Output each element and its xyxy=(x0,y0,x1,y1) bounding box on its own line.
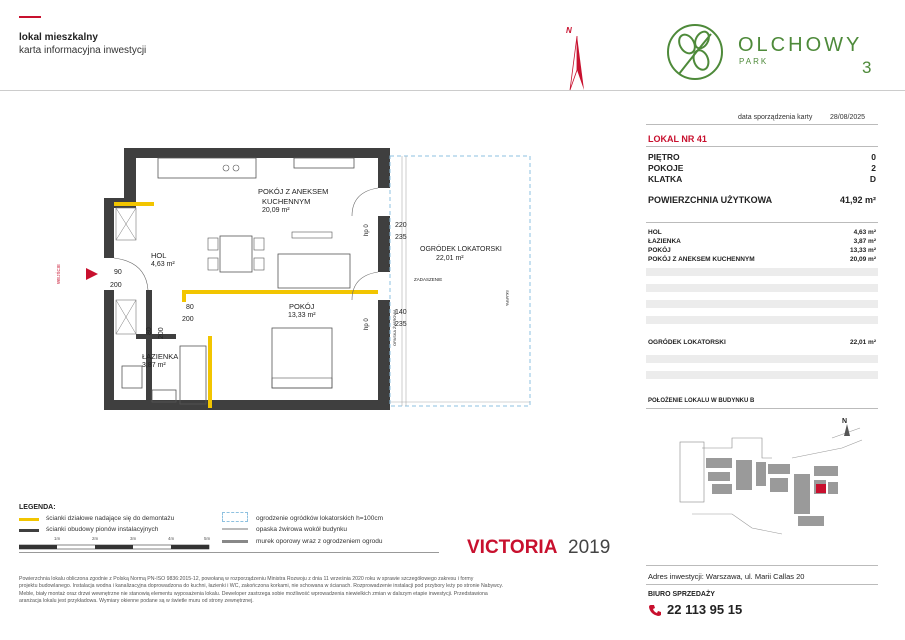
north-arrow-icon xyxy=(564,30,590,94)
legend-swatch-gravel xyxy=(222,528,248,530)
room-pokoj-area: 13,33 m² xyxy=(288,312,316,319)
dim-label: 220 xyxy=(395,222,407,229)
legend-swatch-fence xyxy=(222,512,248,522)
date-rule xyxy=(646,124,878,125)
dim-label: 200 xyxy=(158,327,165,339)
scale-label: 1m xyxy=(54,536,61,541)
legend-swatch-dark xyxy=(19,529,39,532)
room-kitchen-area: 20,09 m² xyxy=(262,207,290,214)
footer-line: Powierzchnia lokalu obliczona zgodnie z Polską Normą PN-ISO 9836:2015-12, powołaną w rozporządzeniu Ministra Rozwoju z dnia 11 września 2020 roku w sprawie szczegółowego zakresu i formy xyxy=(19,576,474,582)
gravel-label: OPASKA ŻWIROWA xyxy=(392,309,397,346)
room-lazienka-area: 3,87 m² xyxy=(142,362,166,369)
floor-label: PIĘTRO xyxy=(648,152,680,162)
empty-row xyxy=(646,268,878,276)
page-subtitle: karta informacyjna inwestycji xyxy=(19,45,147,56)
dim-label: 235 xyxy=(395,234,407,241)
footer-line: aranżacja lokalu jest przykładowa. Wymiary okienne podane są w świetle muru od strony zewnętrznej. xyxy=(19,597,254,604)
area-label: POWIERZCHNIA UŻYTKOWA xyxy=(648,195,773,205)
phone-icon xyxy=(648,603,662,617)
dim-label: 80 xyxy=(186,304,194,311)
room-row-value: 13,33 m² xyxy=(849,247,876,254)
empty-row xyxy=(646,371,878,379)
address-rule xyxy=(646,565,878,566)
dim-label: 90 xyxy=(114,269,122,276)
hp-label: hp 0 xyxy=(364,224,370,236)
room-row-value: 4,63 m² xyxy=(853,229,876,236)
legend-item: ogrodzenie ogródków lokatorskich h=100cm xyxy=(256,515,384,522)
map-north-letter: N xyxy=(842,418,848,425)
legend-item: opaska żwirowa wokół budynku xyxy=(256,526,348,533)
phone-number[interactable]: 22 113 95 15 xyxy=(667,602,743,617)
legend-title: LEGENDA: xyxy=(19,504,56,511)
room-row-value: 20,09 m² xyxy=(849,256,876,263)
room-row-label: ŁAZIENKA xyxy=(648,238,681,245)
roof-label: ZADASZENIE xyxy=(414,277,443,282)
office-rule xyxy=(646,584,878,585)
footer-line: Meble, biały montaż oraz drzwi wewnętrzne nie stanowią elementu wyposażenia lokalu. Deweloper zastrzega sobie możliwość wprowadzenia niewielkich zmian w dalszym etapie inwestycji. Przedstawiona xyxy=(19,590,488,597)
legend-swatch-yellow xyxy=(19,518,39,521)
footer-line: projektu budowlanego. Instalacja wodna i kanalizacyjna doprowadzona do kuchni, łazienki i WC, zakończona korkami, nie schowana w ścianach. Rozprowadzenie instalacji pod przybory leży po stronie Nabywcy. xyxy=(19,583,504,590)
logo-leaves-icon xyxy=(665,22,727,82)
slope-label: SKARPA xyxy=(505,290,510,306)
scale-label: 2m xyxy=(92,536,99,541)
hp-label: hp 0 xyxy=(364,318,370,330)
room-row-value: 3,87 m² xyxy=(853,238,876,245)
staircase-label: KLATKA xyxy=(648,174,683,184)
scale-label: 3m xyxy=(130,536,137,541)
garden-plan-label: OGRÓDEK LOKATORSKI xyxy=(420,246,502,253)
location-label: POŁOŻENIE LOKALU W BUDYNKU B xyxy=(648,398,755,404)
building-location-map xyxy=(672,418,878,558)
room-lazienka-label: ŁAZIENKA xyxy=(142,352,179,361)
page-title: lokal mieszkalny xyxy=(19,32,98,43)
logo-sub: PARK xyxy=(739,57,769,66)
header-divider xyxy=(0,90,905,91)
scale-label: 5m xyxy=(204,536,211,541)
room-row-label: HOL xyxy=(648,229,662,236)
legend-item: murek oporowy wraz z ogrodzeniem ogrodu xyxy=(256,538,383,545)
north-letter: N xyxy=(566,26,572,35)
staircase-value: D xyxy=(869,174,876,184)
rooms-top-rule xyxy=(646,222,878,223)
room-hol-label: HOL xyxy=(151,251,167,260)
footer-note xyxy=(19,576,624,605)
address: Adres inwestycji: Warszawa, ul. Marii Callas 20 xyxy=(648,572,805,581)
victoria-name: VICTORIA xyxy=(467,537,558,558)
office-label: BIURO SPRZEDAŻY xyxy=(648,591,715,598)
dim-label: 140 xyxy=(395,309,407,316)
legend-item: ścianki działowe nadające się do demontażu xyxy=(46,515,175,522)
room-row-label: POKÓJ xyxy=(648,247,671,254)
garden-label: OGRÓDEK LOKATORSKI xyxy=(648,339,726,346)
rooms-value: 2 xyxy=(871,163,876,173)
dim-label: 200 xyxy=(182,316,194,323)
room-pokoj-label: POKÓJ xyxy=(289,302,315,311)
rooms-label: POKOJE xyxy=(648,163,684,173)
legend-rule xyxy=(19,552,439,553)
location-rule xyxy=(646,408,878,409)
room-row-label: POKÓJ Z ANEKSEM KUCHENNYM xyxy=(648,256,755,263)
entrance-label: WEJŚCIE xyxy=(56,263,61,284)
empty-row xyxy=(646,284,878,292)
date-label: data sporządzenia karty xyxy=(738,114,813,121)
logo-name: OLCHOWY xyxy=(738,34,863,56)
victoria-year: 2019 xyxy=(568,537,611,558)
dim-label: 200 xyxy=(110,282,122,289)
dim-label: 235 xyxy=(395,321,407,328)
legend-swatch-wall xyxy=(222,540,248,543)
garden-plan-area: 22,01 m² xyxy=(436,255,464,262)
unit-number: LOKAL NR 41 xyxy=(648,134,707,144)
empty-row xyxy=(646,355,878,363)
area-value: 41,92 m² xyxy=(839,195,876,205)
room-hol-area: 4,63 m² xyxy=(151,261,175,268)
legend-item: ścianki obudowy pionów instalacyjnych xyxy=(46,526,159,533)
floor-value: 0 xyxy=(871,152,876,162)
empty-row xyxy=(646,300,878,308)
header-accent xyxy=(19,16,41,18)
empty-row xyxy=(646,316,878,324)
date-value: 28/08/2025 xyxy=(830,114,866,121)
logo-number: 3 xyxy=(862,58,872,77)
room-kitchen-label: POKÓJ Z ANEKSEM xyxy=(258,187,329,196)
unit-rule xyxy=(646,146,878,147)
garden-value: 22,01 m² xyxy=(849,339,876,346)
floor-plan xyxy=(60,140,560,430)
scale-label: 4m xyxy=(168,536,175,541)
room-kitchen-label2: KUCHENNYM xyxy=(262,197,311,206)
dim-label: 80 xyxy=(146,327,153,335)
